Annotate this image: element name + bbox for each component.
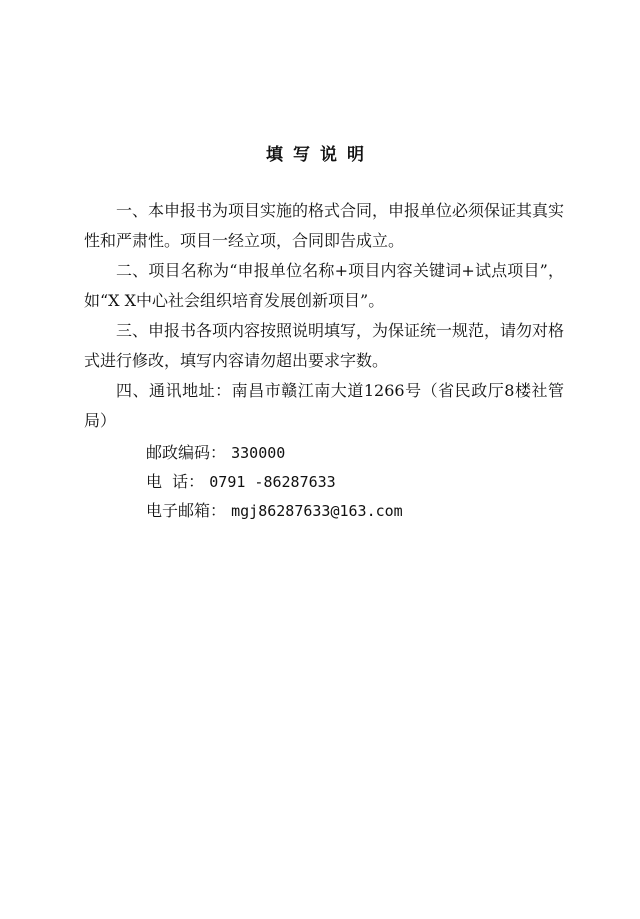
phone-value: 0791 -86287633 <box>209 473 336 491</box>
instruction-paragraph-4: 四、通讯地址：南昌市赣江南大道1266号（省民政厅8楼社管局） <box>84 381 564 430</box>
page-title: 填写说明 <box>266 145 374 165</box>
postal-code-value: 330000 <box>231 444 286 462</box>
email-value: mgj86287633@163.com <box>231 502 403 520</box>
instruction-paragraph-3: 三、申报书各项内容按照说明填写，为保证统一规范，请勿对格式进行修改，填写内容请勿超出要求字数。 <box>84 321 565 370</box>
email-label: 电子邮箱： <box>146 501 227 520</box>
postal-code-label: 邮政编码： <box>146 443 227 462</box>
email-line <box>116 496 564 525</box>
instruction-paragraph-1: 一、本申报书为项目实施的格式合同，申报单位必须保证其真实性和严肃性。项目一经立项，合同即告成立。 <box>84 201 565 250</box>
postal-code-line <box>116 438 564 467</box>
phone-label: 电 话： <box>146 472 205 491</box>
phone-line <box>116 467 564 496</box>
instruction-paragraph-2: 二、项目名称为“申报单位名称+项目内容关键词+试点项目”，如“X X中心社会组织培育发展创新项目”。 <box>84 261 564 310</box>
instructions-body <box>84 196 564 525</box>
